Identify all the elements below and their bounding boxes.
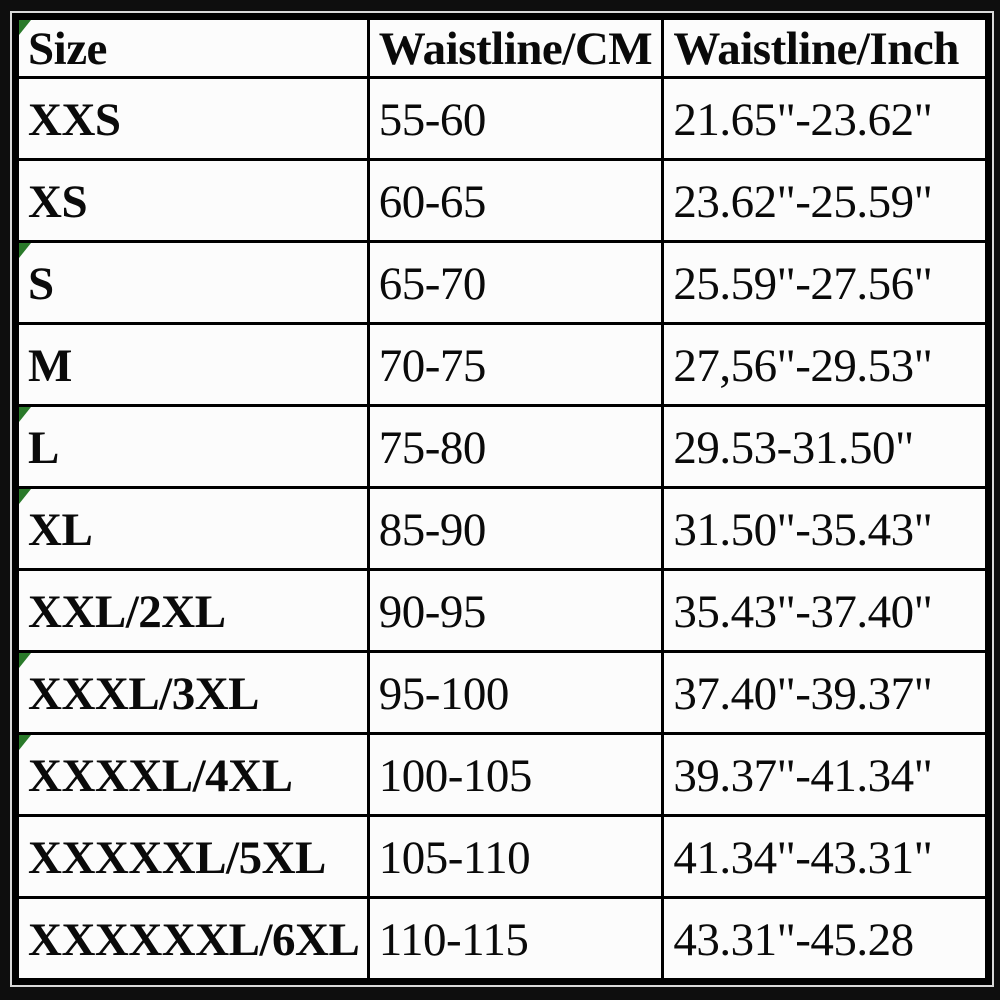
waistline-cm-value: 65-70 bbox=[378, 257, 486, 310]
waistline-inch-cell bbox=[663, 652, 987, 734]
waistline-inch-value: 25.59"-27.56" bbox=[673, 257, 933, 310]
waistline-inch-value: 41.34"-43.31" bbox=[673, 831, 933, 884]
waistline-inch-value: 35.43"-37.40" bbox=[673, 585, 933, 638]
size-chart-container bbox=[12, 13, 992, 985]
waistline-cm-cell bbox=[368, 734, 663, 816]
waistline-inch-value: 21.65"-23.62" bbox=[673, 93, 933, 146]
waistline-cm-cell bbox=[368, 816, 663, 898]
header-cell-size bbox=[18, 19, 369, 78]
size-cell bbox=[18, 734, 369, 816]
table-row bbox=[18, 324, 987, 406]
header-label: Size bbox=[28, 23, 107, 75]
size-label: XL bbox=[28, 503, 93, 556]
size-chart-table bbox=[16, 17, 988, 981]
size-cell bbox=[18, 570, 369, 652]
size-label: XXXXXXL/6XL bbox=[28, 913, 360, 966]
waistline-inch-cell bbox=[663, 160, 987, 242]
waistline-cm-value: 70-75 bbox=[378, 339, 486, 392]
size-cell bbox=[18, 816, 369, 898]
size-label: M bbox=[28, 339, 72, 392]
waistline-inch-value: 23.62"-25.59" bbox=[673, 175, 933, 228]
size-cell bbox=[18, 898, 369, 980]
table-row bbox=[18, 816, 987, 898]
size-label: L bbox=[28, 421, 59, 474]
table-row bbox=[18, 570, 987, 652]
table-row bbox=[18, 406, 987, 488]
error-indicator-triangle-icon bbox=[19, 735, 31, 750]
waistline-inch-value: 27,56"-29.53" bbox=[673, 339, 933, 392]
waistline-cm-cell bbox=[368, 78, 663, 160]
size-label: S bbox=[28, 257, 54, 310]
size-label: XXL/2XL bbox=[28, 585, 226, 638]
waistline-inch-value: 29.53-31.50" bbox=[673, 421, 914, 474]
size-cell bbox=[18, 406, 369, 488]
table-row bbox=[18, 160, 987, 242]
error-indicator-triangle-icon bbox=[19, 489, 31, 504]
waistline-inch-cell bbox=[663, 78, 987, 160]
waistline-inch-cell bbox=[663, 406, 987, 488]
waistline-inch-cell bbox=[663, 734, 987, 816]
waistline-cm-cell bbox=[368, 652, 663, 734]
error-indicator-triangle-icon bbox=[19, 407, 31, 422]
waistline-inch-value: 37.40"-39.37" bbox=[673, 667, 933, 720]
waistline-cm-value: 60-65 bbox=[378, 175, 486, 228]
waistline-cm-cell bbox=[368, 324, 663, 406]
waistline-inch-cell bbox=[663, 570, 987, 652]
error-indicator-triangle-icon bbox=[19, 653, 31, 668]
size-label: XXXXXL/5XL bbox=[28, 831, 326, 884]
table-row bbox=[18, 652, 987, 734]
header-label: Waistline/Inch bbox=[673, 23, 959, 75]
waistline-cm-value: 85-90 bbox=[378, 503, 486, 556]
waistline-inch-cell bbox=[663, 242, 987, 324]
size-cell bbox=[18, 242, 369, 324]
table-row bbox=[18, 488, 987, 570]
waistline-cm-value: 95-100 bbox=[378, 667, 509, 720]
size-cell bbox=[18, 160, 369, 242]
size-cell bbox=[18, 652, 369, 734]
size-cell bbox=[18, 488, 369, 570]
waistline-inch-cell bbox=[663, 488, 987, 570]
table-row bbox=[18, 78, 987, 160]
header-cell-waistline-cm bbox=[368, 19, 663, 78]
waistline-cm-value: 100-105 bbox=[378, 749, 532, 802]
waistline-cm-value: 75-80 bbox=[378, 421, 486, 474]
waistline-cm-cell bbox=[368, 160, 663, 242]
size-cell bbox=[18, 78, 369, 160]
header-label: Waistline/CM bbox=[378, 23, 653, 75]
error-indicator-triangle-icon bbox=[19, 243, 31, 258]
table-row bbox=[18, 898, 987, 980]
waistline-inch-cell bbox=[663, 324, 987, 406]
waistline-inch-cell bbox=[663, 816, 987, 898]
size-label: XXXXL/4XL bbox=[28, 749, 293, 802]
waistline-cm-cell bbox=[368, 570, 663, 652]
size-label: XXS bbox=[28, 93, 121, 146]
waistline-inch-value: 39.37"-41.34" bbox=[673, 749, 933, 802]
waistline-cm-value: 90-95 bbox=[378, 585, 486, 638]
waistline-cm-cell bbox=[368, 242, 663, 324]
waistline-cm-value: 55-60 bbox=[378, 93, 486, 146]
waistline-cm-cell bbox=[368, 406, 663, 488]
table-row bbox=[18, 242, 987, 324]
waistline-cm-cell bbox=[368, 898, 663, 980]
table-header bbox=[18, 19, 987, 78]
table-body bbox=[18, 78, 987, 980]
size-label: XS bbox=[28, 175, 88, 228]
header-cell-waistline-inch bbox=[663, 19, 987, 78]
size-label: XXXL/3XL bbox=[28, 667, 260, 720]
waistline-inch-value: 43.31"-45.28 bbox=[673, 913, 914, 966]
size-cell bbox=[18, 324, 369, 406]
waistline-inch-value: 31.50"-35.43" bbox=[673, 503, 933, 556]
header-row bbox=[18, 19, 987, 78]
waistline-inch-cell bbox=[663, 898, 987, 980]
waistline-cm-value: 110-115 bbox=[378, 913, 529, 966]
waistline-cm-value: 105-110 bbox=[378, 831, 531, 884]
table-row bbox=[18, 734, 987, 816]
waistline-cm-cell bbox=[368, 488, 663, 570]
